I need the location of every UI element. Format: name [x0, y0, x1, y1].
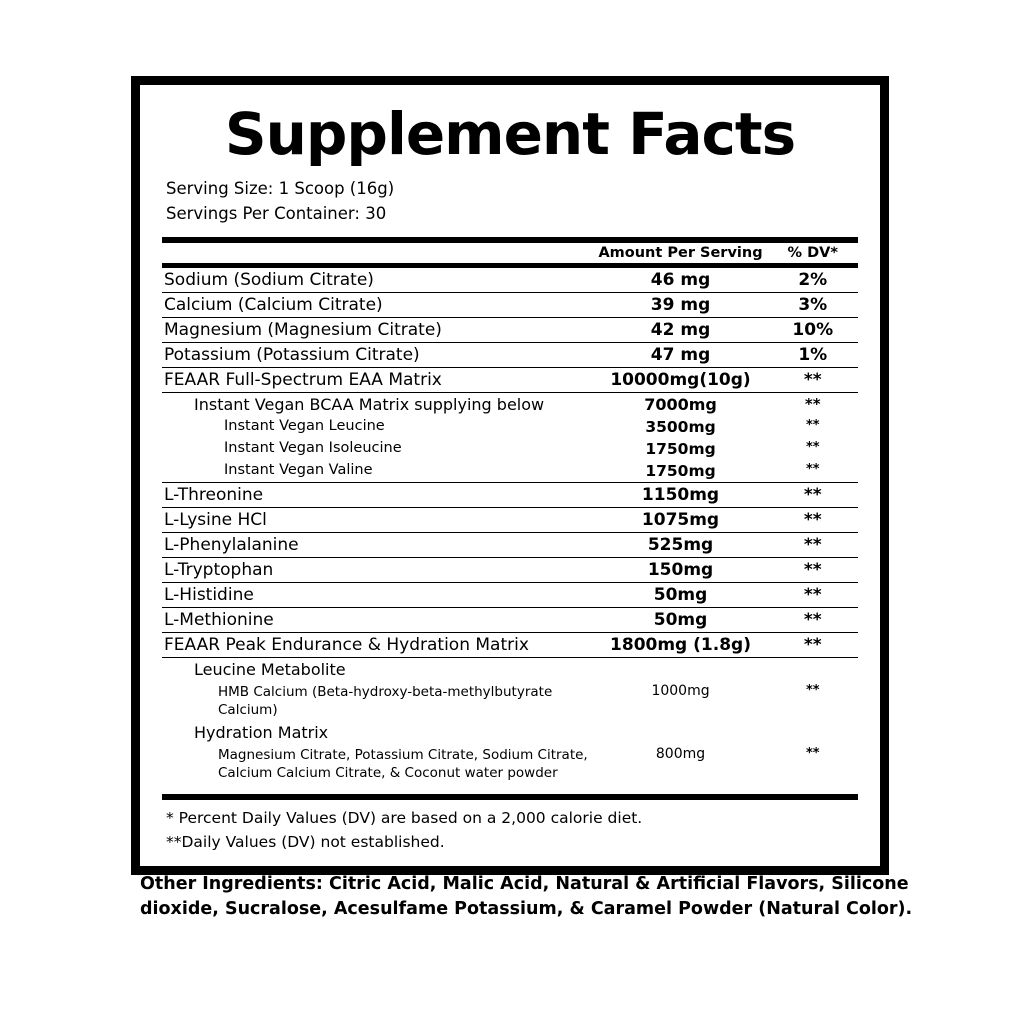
row-daily-value: ** [768, 632, 858, 657]
row-daily-value: 2% [768, 267, 858, 292]
row-nutrient-name: Sodium (Sodium Citrate) [162, 267, 594, 292]
row-nutrient-name: HMB Calcium (Beta-hydroxy-beta-methylbutyrate Calcium) [218, 683, 553, 718]
row-nutrient-name: Leucine Metabolite [162, 657, 594, 681]
row-daily-value [768, 721, 858, 744]
nutrition-rows-body [162, 267, 858, 784]
row-daily-value: ** [805, 461, 820, 477]
row-amount: 50mg [594, 582, 768, 607]
table-row [162, 267, 858, 292]
row-daily-value: ** [768, 482, 858, 507]
row-amount: 50mg [594, 607, 768, 632]
row-nutrient-name: Potassium (Potassium Citrate) [162, 342, 594, 367]
row-amount [594, 721, 768, 744]
row-amount: 1000mg [651, 682, 710, 699]
row-nutrient-name: L-Tryptophan [162, 557, 594, 582]
row-nutrient-name: FEAAR Full-Spectrum EAA Matrix [162, 367, 594, 392]
serving-size: Serving Size: 1 Scoop (16g) [166, 179, 395, 198]
row-nutrient-name: L-Phenylalanine [162, 532, 594, 557]
row-amount: 39 mg [594, 292, 768, 317]
row-amount: 1150mg [594, 482, 768, 507]
row-nutrient-name: Magnesium Citrate, Potassium Citrate, Sodium Citrate, Calcium Calcium Citrate, & Coconut water powder [218, 746, 588, 782]
footnote-dv-not-established: **Daily Values (DV) not established. [166, 833, 445, 852]
nutrition-table [162, 243, 858, 263]
row-daily-value: ** [805, 745, 820, 761]
page-title: Supplement Facts [224, 100, 796, 168]
table-row [162, 582, 858, 607]
row-nutrient-name: L-Methionine [162, 607, 594, 632]
table-row [162, 482, 858, 507]
table-header-row [162, 243, 858, 263]
nutrition-rows-table [162, 267, 858, 785]
row-daily-value: ** [768, 607, 858, 632]
table-row [162, 681, 858, 721]
row-amount: 800mg [655, 745, 706, 762]
row-nutrient-name: Instant Vegan BCAA Matrix supplying below [162, 392, 594, 416]
table-row [162, 507, 858, 532]
supplement-facts-panel [131, 76, 889, 875]
row-nutrient-name: L-Histidine [162, 582, 594, 607]
row-amount: 1750mg [645, 439, 716, 458]
row-nutrient-name: Instant Vegan Valine [224, 461, 373, 478]
row-amount: 10000mg(10g) [594, 367, 768, 392]
table-row [162, 657, 858, 681]
row-daily-value: ** [768, 367, 858, 392]
row-nutrient-name: L-Lysine HCl [162, 507, 594, 532]
row-nutrient-name: Magnesium (Magnesium Citrate) [162, 317, 594, 342]
row-daily-value: 3% [768, 292, 858, 317]
row-amount: 1750mg [645, 461, 716, 480]
row-amount: 47 mg [594, 342, 768, 367]
nutrition-table-body [162, 243, 858, 263]
row-nutrient-name: FEAAR Peak Endurance & Hydration Matrix [162, 632, 594, 657]
table-row [162, 607, 858, 632]
row-nutrient-name: L-Threonine [162, 482, 594, 507]
table-row [162, 416, 858, 438]
table-row [162, 367, 858, 392]
header-amount: Amount Per Serving [598, 244, 763, 261]
header-dv: % DV* [787, 244, 838, 261]
row-daily-value [768, 657, 858, 681]
row-nutrient-name: Hydration Matrix [194, 722, 329, 742]
row-amount: 525mg [594, 532, 768, 557]
row-amount [594, 657, 768, 681]
table-row [162, 392, 858, 416]
footnote-daily-value: * Percent Daily Values (DV) are based on a 2,000 calorie diet. [166, 809, 643, 828]
row-daily-value: ** [768, 557, 858, 582]
row-amount: 1075mg [594, 507, 768, 532]
table-row [162, 721, 858, 744]
row-amount: 150mg [594, 557, 768, 582]
table-row [162, 557, 858, 582]
table-row [162, 292, 858, 317]
row-daily-value: 1% [768, 342, 858, 367]
row-daily-value: ** [805, 682, 820, 698]
row-daily-value: ** [768, 392, 858, 416]
row-daily-value: ** [768, 582, 858, 607]
table-row [162, 632, 858, 657]
row-nutrient-name: Calcium (Calcium Citrate) [162, 292, 594, 317]
row-daily-value: ** [768, 507, 858, 532]
other-ingredients: Other Ingredients: Citric Acid, Malic Acid, Natural & Artificial Flavors, Silicone dioxide, Sucralose, Acesulfame Potassium, & Caramel Powder (Natural Color). [140, 874, 913, 920]
row-amount: 42 mg [594, 317, 768, 342]
row-daily-value: 10% [768, 317, 858, 342]
row-amount: 7000mg [594, 392, 768, 416]
table-row [162, 744, 858, 784]
row-amount: 3500mg [645, 417, 716, 436]
row-amount: 1800mg (1.8g) [594, 632, 768, 657]
header-spacer [162, 243, 594, 263]
table-row [162, 438, 858, 460]
row-daily-value: ** [805, 439, 820, 455]
row-daily-value: ** [768, 532, 858, 557]
table-row [162, 532, 858, 557]
row-nutrient-name: Instant Vegan Isoleucine [224, 439, 402, 456]
row-amount: 46 mg [594, 267, 768, 292]
row-daily-value: ** [805, 417, 820, 433]
row-nutrient-name: Instant Vegan Leucine [224, 417, 385, 434]
table-row [162, 342, 858, 367]
table-row [162, 460, 858, 483]
table-row [162, 317, 858, 342]
servings-per-container: Servings Per Container: 30 [166, 203, 387, 223]
